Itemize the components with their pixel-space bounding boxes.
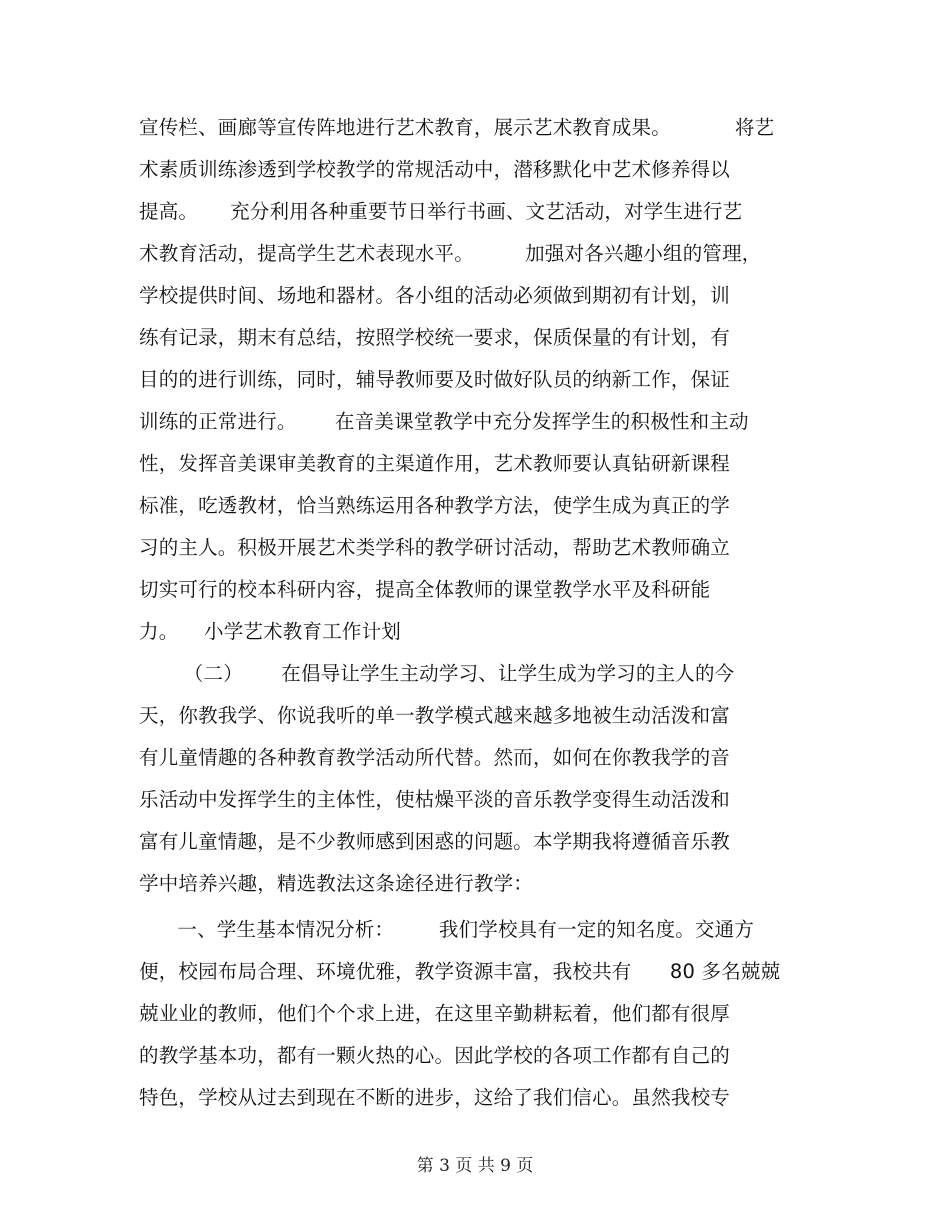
text-line: 术素质训练渗透到学校教学的常规活动中，潜移默化中艺术修养得以 bbox=[139, 158, 731, 181]
text-line: 便，校园布局合理、环境优雅，教学资源丰富，我校共有 80 多名兢兢 bbox=[139, 960, 781, 983]
text-line: 天，你教我学、你说我听的单一教学模式越来越多地被生动活泼和富 bbox=[139, 704, 731, 727]
text-line: 练有记录，期末有总结，按照学校统一要求，保质保量的有计划，有 bbox=[139, 326, 731, 349]
text-line: 特色，学校从过去到现在不断的进步，这给了我们信心。虽然我校专 bbox=[139, 1086, 731, 1109]
text-line: 学校提供时间、场地和器材。各小组的活动必须做到期初有计划，训 bbox=[139, 284, 731, 307]
text-line: 提高。 充分利用各种重要节日举行书画、文艺活动，对学生进行艺 bbox=[139, 200, 743, 223]
text-line: 富有儿童情趣，是不少教师感到困惑的问题。本学期我将遵循音乐教 bbox=[139, 830, 731, 853]
text-line: 目的的进行训练，同时，辅导教师要及时做好队员的纳新工作，保证 bbox=[139, 368, 731, 391]
text-line: （二） 在倡导让学生主动学习、让学生成为学习的主人的今 bbox=[139, 662, 735, 685]
text-line: 一、学生基本情况分析： 我们学校具有一定的知名度。交通方 bbox=[139, 918, 755, 941]
text-line: 乐活动中发挥学生的主体性，使枯燥平淡的音乐教学变得生动活泼和 bbox=[139, 788, 731, 811]
text-line: 训练的正常进行。 在音美课堂教学中充分发挥学生的积极性和主动 bbox=[139, 410, 749, 433]
text-line: 兢业业的教师，他们个个求上进，在这里辛勤耕耘着，他们都有很厚 bbox=[139, 1002, 731, 1025]
text-line: 术教育活动，提高学生艺术表现水平。 加强对各兴趣小组的管理， bbox=[139, 242, 762, 265]
text-line: 性，发挥音美课审美教育的主渠道作用，艺术教师要认真钻研新课程 bbox=[139, 452, 731, 475]
text-line: 学中培养兴趣，精选教法这条途径进行教学： bbox=[139, 872, 534, 895]
text-line: 标准，吃透教材，恰当熟练运用各种教学方法，使学生成为真正的学 bbox=[139, 494, 731, 517]
section-title-line: 力。 小学艺术教育工作计划 bbox=[139, 620, 401, 643]
text-line: 习的主人。积极开展艺术类学科的教学研讨活动，帮助艺术教师确立 bbox=[139, 536, 731, 559]
text-line: 有儿童情趣的各种教育教学活动所代替。然而，如何在你教我学的音 bbox=[139, 746, 731, 769]
text-line: 宣传栏、画廊等宣传阵地进行艺术教育，展示艺术教育成果。 将艺 bbox=[139, 116, 775, 139]
page-number-footer: 第 3 页 共 9 页 bbox=[416, 1156, 534, 1176]
text-line: 切实可行的校本科研内容，提高全体教师的课堂教学水平及科研能 bbox=[139, 578, 711, 601]
text-line: 的教学基本功，都有一颗火热的心。因此学校的各项工作都有自己的 bbox=[139, 1044, 731, 1067]
